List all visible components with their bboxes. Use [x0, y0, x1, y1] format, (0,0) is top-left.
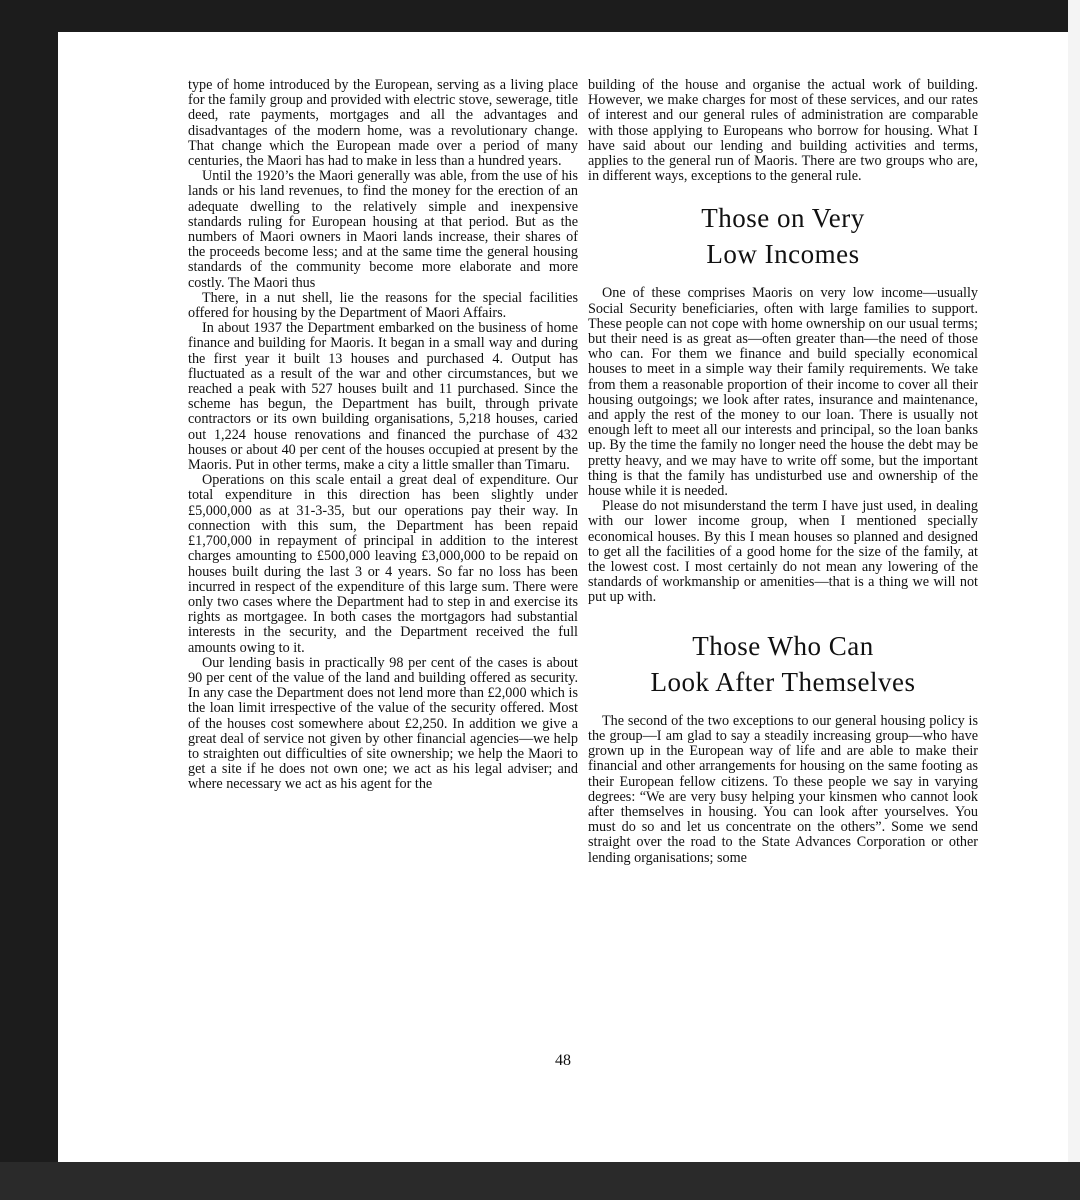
section-heading-low-incomes — [588, 200, 978, 272]
heading-line: Look After Themselves — [650, 666, 916, 697]
paragraph: One of these comprises Maoris on very low income—usually Social Security beneficiaries, often with large families to support. These people can not cope with home ownership on our usual terms; but their need is as great as—often greater than—the need of those who can. For them we finance and build specially economical houses to meet in a simple way their family requirements. We take from them a reasonable proportion of their income to cover all their housing outgoings; we look after rates, insurance and maintenance, and apply the rest of the money to our loan. There is usually not enough left to meet all our interests and principal, so the loan banks up. By the time the family no longer need the house the debt may be pretty heavy, and we may have to write off some, but the important thing is that the family has undisturbed use and ownership of the house while it is needed. — [588, 285, 978, 500]
paragraph: In about 1937 the Department embarked on the business of home finance and building for Maoris. It began in a small way and during the first year it built 13 houses and purchased 4. Output has fluctuated as a result of the war and other circumstances, but we reached a peak with 527 houses built and 11 purchased. Since the scheme has begun, the Department has built, through private contractors or its own building organisations, 5,218 houses, caried out 1,224 house renovations and financed the purchase of 432 houses or about 40 per cent of the houses occupied at present by the Maoris. Put in other terms, make a city a little smaller than Timaru. — [188, 320, 578, 474]
page-edge-right — [1068, 0, 1080, 1200]
paragraph: Until the 1920’s the Maori generally was able, from the use of his lands or his land revenues, to find the money for the erection of an adequate dwelling to the relatively simple and inexpensive standards ruling for European housing at that period. But as the numbers of Maori owners in Maori lands increase, their shares of the proceeds become less; and at the same time the general housing standards of the community become more elaborate and more costly. The Maori thus — [188, 168, 578, 291]
heading-line: Low Incomes — [706, 239, 860, 270]
heading-line: Those on Very — [701, 203, 865, 234]
page-edge-bottom — [0, 1162, 1080, 1200]
paragraph: Please do not misunderstand the term I have just used, in dealing with our lower income group, when I mentioned specially economical houses. By this I mean houses so planned and designed to get all the facilities of a good home for the size of the family, at the lowest cost. I most certainly do not mean any lowering of the standards of workmanship or amenities—that is a thing we will not put up with. — [588, 498, 978, 606]
left-column — [188, 78, 578, 793]
document-page — [58, 32, 1068, 1162]
paragraph: There, in a nut shell, lie the reasons for the special facilities offered for housing by the Department of Maori Affairs. — [188, 289, 578, 322]
paragraph: Operations on this scale entail a great deal of expenditure. Our total expenditure in this direction has been slightly under £5,000,000 as at 31-3-35, but our operations pay their way. In connection with this sum, the Department has been repaid £1,700,000 in repayment of principal in addition to the interest charges amounting to £500,000 leaving £3,000,000 to be repaid on houses built during the last 3 or 4 years. So far no loss has been incurred in respect of the expenditure of this large sum. There were only two cases where the Department had to step in and exercise its rights as mortgagee. In both cases the mortgagors had substantial interests in the security, and the Department received the full amounts owing to it. — [188, 472, 578, 656]
right-column — [588, 78, 978, 866]
paragraph: building of the house and organise the actual work of building. However, we make charges for most of these services, and our rates of interest and our general rules of administration are comparable with those applying to Europeans who borrow for housing. What I have said about our lending and building activities and terms, applies to the general run of Maoris. There are two groups who are, in different ways, exceptions to the general rule. — [588, 77, 978, 185]
section-heading-look-after-themselves — [588, 628, 978, 700]
paragraph: Our lending basis in practically 98 per cent of the cases is about 90 per cent of the value of the land and building offered as security. In any case the Department does not lend more than £2,000 which is the loan limit irrespective of the value of the security offered. Most of the houses cost somewhere about £2,250. In addition we give a great deal of service not given by other financial agencies—we help to straighten out difficulties of site ownership; we help the Maori to get a site if he does not own one; we act as his legal adviser; and where necessary we act as his agent for the — [188, 654, 578, 793]
heading-line: Those Who Can — [692, 630, 874, 661]
paragraph: type of home introduced by the European, serving as a living place for the family group and provided with electric stove, sewerage, title deed, rate payments, mortgages and all the advantages and disadvantages of the modern home, was a revolutionary change. That change which the European made over a period of many centuries, the Maori has had to make in less than a hundred years. — [188, 77, 578, 170]
paragraph: The second of the two exceptions to our general housing policy is the group—I am glad to say a steadily increasing group—who have grown up in the European way of life and are able to make their financial and other arrangements for housing on the same footing as their European fellow citizens. To these people we say in varying degrees: “We are very busy helping your kinsmen who cannot look after themselves in housing. You can look after yourselves. You must do so and let us concentrate on the others”. Some we send straight over the road to the State Advances Corporation or other lending organisations; some — [588, 712, 978, 866]
page-number: 48 — [555, 1052, 571, 1069]
